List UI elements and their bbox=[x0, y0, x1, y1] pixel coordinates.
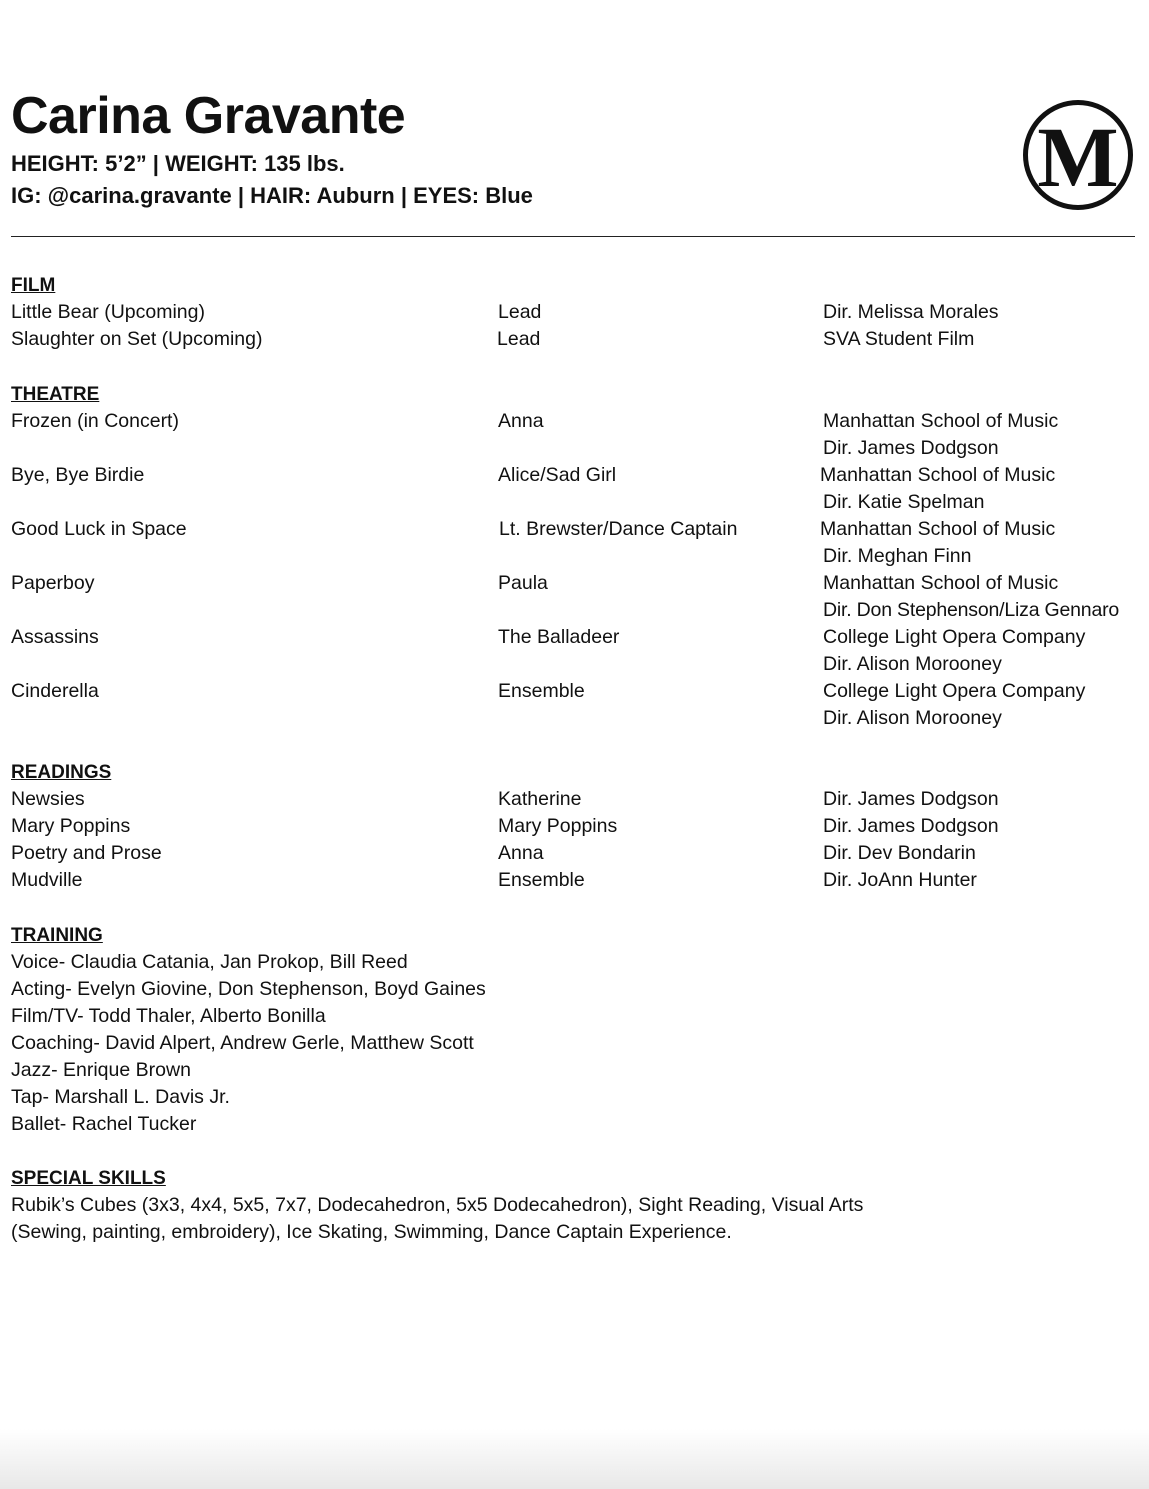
theatre-role: Paula bbox=[498, 572, 548, 594]
training-line: Jazz- Enrique Brown bbox=[11, 1059, 191, 1081]
theatre-venue: College Light Opera Company bbox=[823, 626, 1086, 648]
resume-header bbox=[11, 88, 533, 212]
reading-credit: Dir. JoAnn Hunter bbox=[823, 869, 977, 891]
film-production: Slaughter on Set (Upcoming) bbox=[11, 328, 263, 350]
theatre-production: Frozen (in Concert) bbox=[11, 410, 179, 432]
training-line: Coaching- David Alpert, Andrew Gerle, Matthew Scott bbox=[11, 1032, 474, 1054]
theatre-venue: College Light Opera Company bbox=[823, 680, 1086, 702]
theatre-director: Dir. Meghan Finn bbox=[823, 545, 972, 567]
reading-role: Anna bbox=[498, 842, 544, 864]
theatre-venue: Manhattan School of Music bbox=[820, 518, 1056, 540]
reading-credit: Dir. James Dodgson bbox=[823, 788, 999, 810]
agency-logo-icon bbox=[1022, 99, 1134, 211]
training-line: Voice- Claudia Catania, Jan Prokop, Bill Reed bbox=[11, 951, 408, 973]
reading-role: Mary Poppins bbox=[498, 815, 618, 837]
theatre-director: Dir. Don Stephenson/Liza Gennaro bbox=[823, 599, 1120, 621]
section-title-theatre: THEATRE bbox=[11, 384, 100, 405]
film-credit: SVA Student Film bbox=[823, 328, 975, 350]
theatre-director: Dir. Katie Spelman bbox=[823, 491, 985, 513]
performer-name: Carina Gravante bbox=[11, 87, 406, 145]
training-line: Acting- Evelyn Giovine, Don Stephenson, Boyd Gaines bbox=[11, 978, 486, 1000]
page-bottom-shade bbox=[0, 1429, 1149, 1489]
reading-credit: Dir. Dev Bondarin bbox=[823, 842, 976, 864]
theatre-production: Good Luck in Space bbox=[11, 518, 187, 540]
reading-production: Newsies bbox=[11, 788, 85, 810]
reading-role: Katherine bbox=[498, 788, 582, 810]
section-title-readings: READINGS bbox=[11, 762, 112, 783]
theatre-venue: Manhattan School of Music bbox=[823, 410, 1059, 432]
reading-production: Mudville bbox=[11, 869, 83, 891]
theatre-role: Anna bbox=[498, 410, 544, 432]
theatre-role: Alice/Sad Girl bbox=[498, 464, 617, 486]
theatre-production: Assassins bbox=[11, 626, 99, 648]
theatre-director: Dir. Alison Morooney bbox=[823, 707, 1002, 729]
theatre-role: Ensemble bbox=[498, 680, 585, 702]
film-role: Lead bbox=[498, 301, 542, 323]
theatre-production: Paperboy bbox=[11, 572, 95, 594]
training-line: Film/TV- Todd Thaler, Alberto Bonilla bbox=[11, 1005, 326, 1027]
section-title-special-skills: SPECIAL SKILLS bbox=[11, 1168, 166, 1189]
stats-height-weight: HEIGHT: 5’2” | WEIGHT: 135 lbs. bbox=[11, 151, 345, 176]
reading-role: Ensemble bbox=[498, 869, 585, 891]
reading-production: Mary Poppins bbox=[11, 815, 131, 837]
film-role: Lead bbox=[497, 328, 541, 350]
film-production: Little Bear (Upcoming) bbox=[11, 301, 205, 323]
theatre-production: Bye, Bye Birdie bbox=[11, 464, 145, 486]
special-skills-line: Rubik’s Cubes (3x3, 4x4, 5x5, 7x7, Dodecahedron, 5x5 Dodecahedron), Sight Reading, Visual Arts bbox=[11, 1194, 864, 1216]
reading-credit: Dir. James Dodgson bbox=[823, 815, 999, 837]
section-title-training: TRAINING bbox=[11, 925, 103, 946]
training-line: Ballet- Rachel Tucker bbox=[11, 1113, 197, 1135]
training-line: Tap- Marshall L. Davis Jr. bbox=[11, 1086, 230, 1108]
reading-production: Poetry and Prose bbox=[11, 842, 162, 864]
special-skills-line: (Sewing, painting, embroidery), Ice Skating, Swimming, Dance Captain Experience. bbox=[11, 1221, 732, 1243]
theatre-director: Dir. Alison Morooney bbox=[823, 653, 1002, 675]
section-title-film: FILM bbox=[11, 275, 56, 296]
film-credit: Dir. Melissa Morales bbox=[823, 301, 999, 323]
theatre-role: The Balladeer bbox=[498, 626, 620, 648]
header-divider bbox=[11, 236, 1135, 237]
theatre-production: Cinderella bbox=[11, 680, 99, 702]
theatre-venue: Manhattan School of Music bbox=[823, 572, 1059, 594]
stats-ig-hair-eyes: IG: @carina.gravante | HAIR: Auburn | EYES: Blue bbox=[11, 183, 533, 208]
theatre-role: Lt. Brewster/Dance Captain bbox=[499, 518, 738, 540]
theatre-director: Dir. James Dodgson bbox=[823, 437, 999, 459]
theatre-venue: Manhattan School of Music bbox=[820, 464, 1056, 486]
logo-letter: M bbox=[1037, 109, 1119, 205]
